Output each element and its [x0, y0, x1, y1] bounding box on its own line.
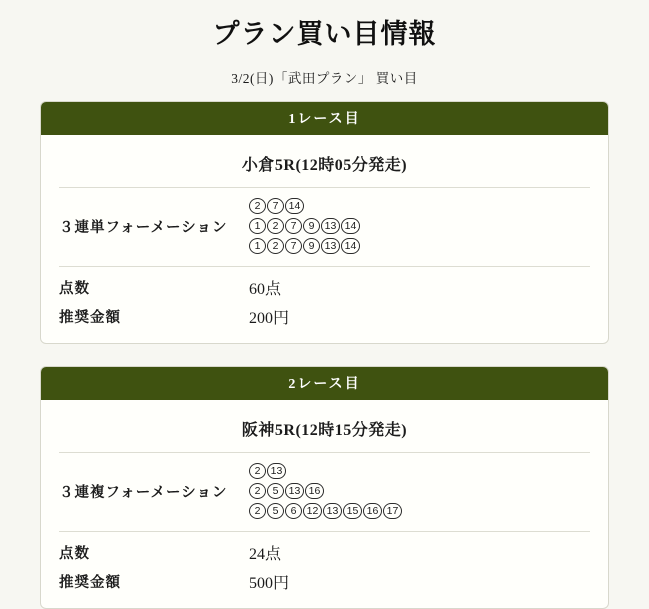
race-body: [41, 135, 608, 343]
formation-line: [249, 218, 360, 234]
horse-number: 9: [303, 218, 320, 234]
horse-number: 5: [267, 503, 284, 519]
horse-number: 2: [267, 218, 284, 234]
horse-number: 2: [249, 483, 266, 499]
horse-number: 13: [267, 463, 286, 479]
race-stats: [59, 267, 590, 331]
horse-number: 2: [267, 238, 284, 254]
race-name: 阪神5R(12時15分発走): [59, 406, 590, 453]
formation-line: [249, 463, 402, 479]
race-header: 1レース目: [41, 102, 608, 135]
amount-label: 推奨金額: [59, 310, 121, 326]
horse-number: 1: [249, 218, 266, 234]
horse-number: 16: [363, 503, 382, 519]
horse-number: 13: [285, 483, 304, 499]
formation-numbers: [249, 463, 402, 519]
formation-row: [59, 188, 590, 267]
formation-line: [249, 503, 402, 519]
horse-number: 1: [249, 238, 266, 254]
horse-number: 17: [383, 503, 402, 519]
race-card: [40, 101, 609, 344]
amount-value: 200円: [249, 310, 290, 327]
horse-number: 2: [249, 198, 266, 214]
horse-number: 14: [341, 238, 360, 254]
race-body: [41, 400, 608, 608]
horse-number: 16: [305, 483, 324, 499]
horse-number: 7: [267, 198, 284, 214]
points-value: 24点: [249, 546, 282, 563]
points-row: [59, 538, 590, 567]
formation-line: [249, 483, 402, 499]
amount-row: [59, 567, 590, 596]
plan-bet-info-page: [0, 12, 649, 609]
race-name: 小倉5R(12時05分発走): [59, 141, 590, 188]
horse-number: 12: [303, 503, 322, 519]
race-stats: [59, 532, 590, 596]
horse-number: 7: [285, 238, 302, 254]
horse-number: 5: [267, 483, 284, 499]
horse-number: 13: [321, 238, 340, 254]
horse-number: 15: [343, 503, 362, 519]
formation-numbers: [249, 198, 360, 254]
page-subtitle: 3/2(日)「武田プラン」 買い目: [231, 71, 418, 86]
amount-value: 500円: [249, 575, 290, 592]
race-card: [40, 366, 609, 609]
points-label: 点数: [59, 281, 90, 297]
horse-number: 13: [321, 218, 340, 234]
page-title: プラン買い目情報: [212, 19, 437, 49]
horse-number: 7: [285, 218, 302, 234]
points-label: 点数: [59, 546, 90, 562]
formation-line: [249, 238, 360, 254]
race-header: 2レース目: [41, 367, 608, 400]
horse-number: 13: [323, 503, 342, 519]
points-value: 60点: [249, 281, 282, 298]
horse-number: 14: [341, 218, 360, 234]
points-row: [59, 273, 590, 302]
formation-row: [59, 453, 590, 532]
horse-number: 6: [285, 503, 302, 519]
horse-number: 2: [249, 503, 266, 519]
amount-row: [59, 302, 590, 331]
horse-number: 2: [249, 463, 266, 479]
bet-type-label: ３連単フォーメーション: [59, 219, 228, 236]
horse-number: 14: [285, 198, 304, 214]
bet-type-label: ３連複フォーメーション: [59, 484, 228, 501]
formation-line: [249, 198, 360, 214]
horse-number: 9: [303, 238, 320, 254]
amount-label: 推奨金額: [59, 575, 121, 591]
